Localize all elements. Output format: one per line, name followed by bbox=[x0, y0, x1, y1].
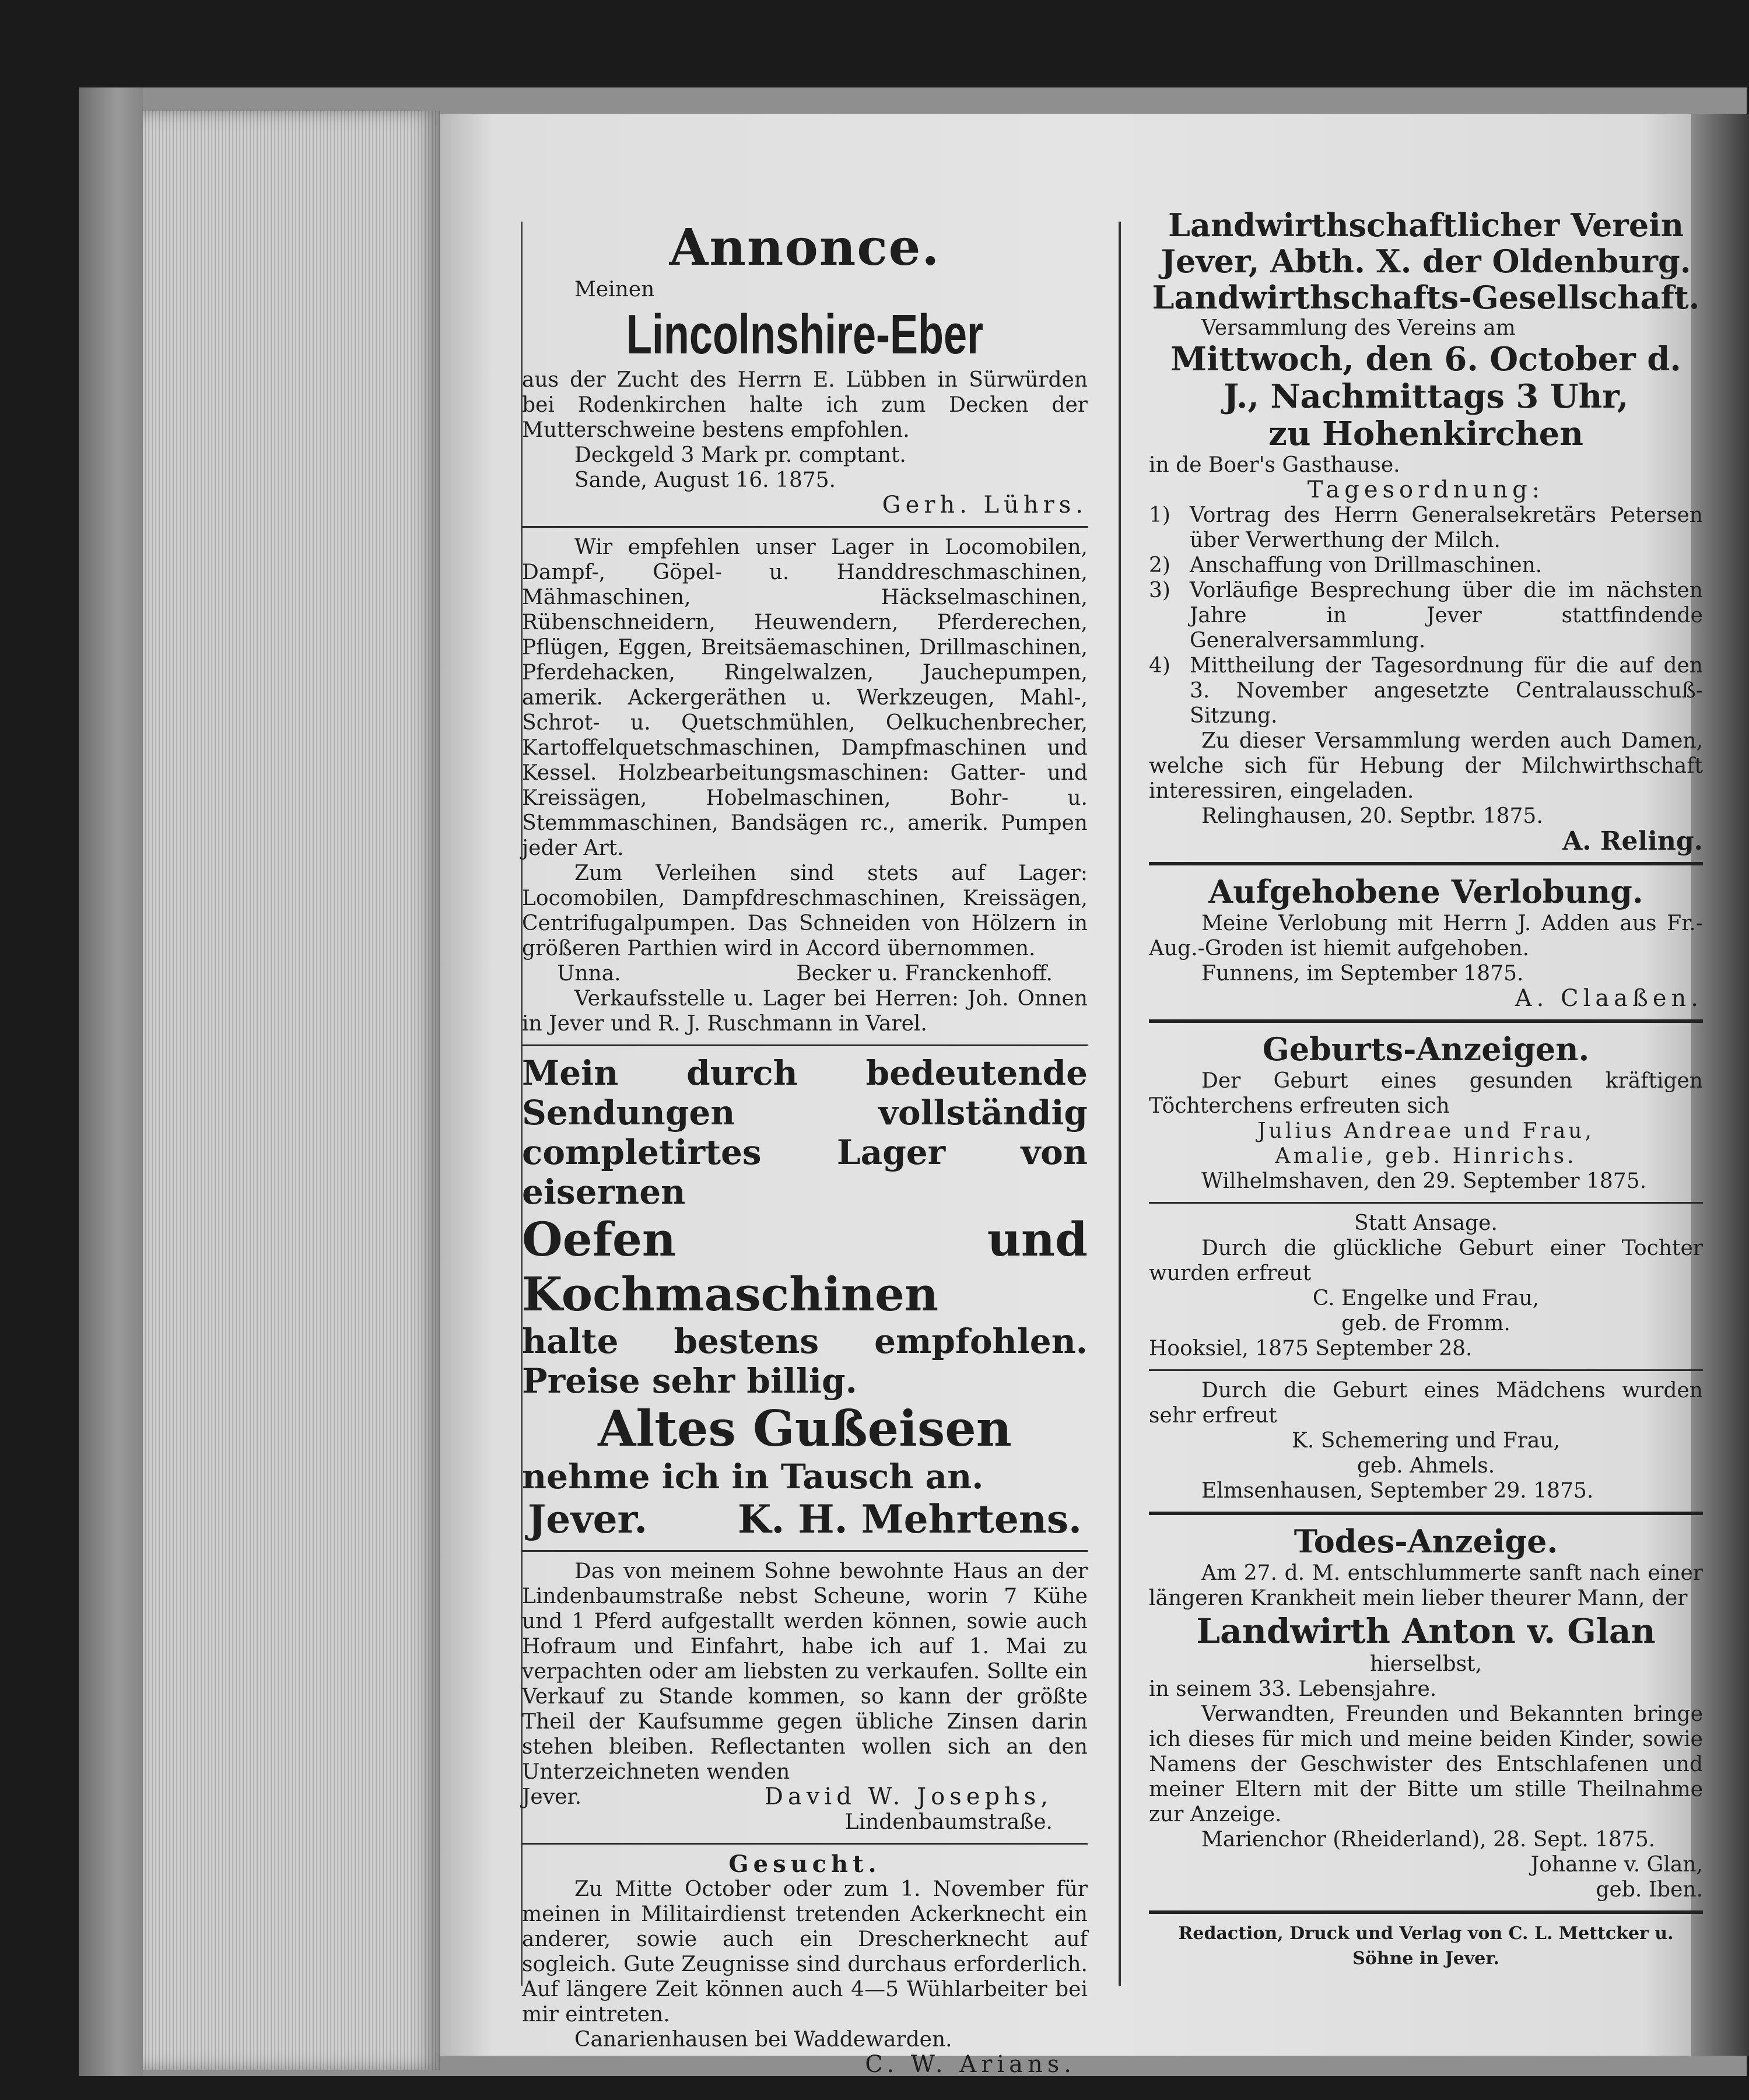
verlobung-body: Meine Verlobung mit Herrn J. Adden aus Fr.-Aug.-Groden ist hiemit aufgehoben. bbox=[1149, 911, 1703, 960]
verein-place-line: zu Hohenkirchen bbox=[1268, 415, 1584, 453]
tod-sig1: Johanne v. Glan, bbox=[1530, 1853, 1703, 1877]
haus-street: Lindenbaumstraße. bbox=[844, 1810, 1053, 1834]
geburt-date3: Elmsenhausen, September 29. 1875. bbox=[1201, 1479, 1594, 1503]
divider bbox=[1149, 1202, 1703, 1204]
annonce-intro: Meinen bbox=[574, 278, 655, 301]
imprint-footer: Redaction, Druck und Verlag von C. L. Mettcker u. Söhne in Jever. bbox=[1178, 1923, 1674, 1969]
geburt-body3: Durch die Geburt eines Mädchens wurden sehr erfreut bbox=[1149, 1379, 1703, 1428]
geburt-body1: Der Geburt eines gesunden kräftigen Töchterchens erfreuten sich bbox=[1149, 1069, 1703, 1118]
haus-name: David W. Josephs, bbox=[764, 1783, 1053, 1810]
divider bbox=[1149, 1019, 1703, 1023]
geburt-names3a: K. Schemering und Frau, bbox=[1291, 1429, 1561, 1453]
verein-date: Relinghausen, 20. Septbr. 1875. bbox=[1201, 804, 1543, 828]
geburt-names2b: geb. de Fromm. bbox=[1341, 1312, 1510, 1335]
tod-age: in seinem 33. Lebensjahre. bbox=[1149, 1677, 1437, 1701]
agenda-item: 4) Mittheilung der Tagesordnung für die auf den 3. November angesetzte Centralausschuß-Sitzung. bbox=[1149, 654, 1703, 728]
lager-verleih: Zum Verleihen sind stets auf Lager: Locomobilen, Dampfdreschmaschinen, Kreissägen, Centrifugalpumpen. Das Schneiden von Hölzern in größeren Parthien wird in Accord übernommen. bbox=[522, 861, 1088, 960]
agenda-item: 3) Vorläufige Besprechung über die im nächsten Jahre in Jever stattfindende Generalversammlung. bbox=[1149, 579, 1703, 653]
ofen-tausch: nehme ich in Tausch an. bbox=[522, 1457, 984, 1496]
divider bbox=[1149, 1369, 1703, 1371]
geburt-names3b: geb. Ahmels. bbox=[1357, 1454, 1495, 1478]
verein-head: Landwirthschaftlicher Verein Jever, Abth. X. der Oldenburg. Landwirthschafts-Gesellschaft. bbox=[1152, 206, 1700, 316]
gusseisen-headline: Altes Gußeisen bbox=[598, 1400, 1012, 1457]
todes-notice bbox=[1149, 1522, 1703, 1902]
ofen-headline: Oefen und Kochmaschinen bbox=[522, 1212, 1088, 1321]
geburt-title: Geburts-Anzeigen. bbox=[1262, 1030, 1590, 1068]
tod-body2: Verwandten, Freunden und Bekannten bringe ich dieses für mich und meine beiden Kinder, sowie Namens der Geschwister des Entschlafenen und meiner Eltern mit der Bitte um stille Theilnahme zur Anzeige. bbox=[1149, 1702, 1703, 1826]
ofen-ad bbox=[522, 1053, 1088, 1542]
tod-sig2: geb. Iben. bbox=[1596, 1878, 1703, 1902]
tod-date: Marienchor (Rheiderland), 28. Sept. 1875. bbox=[1201, 1828, 1656, 1852]
divider bbox=[522, 1843, 1088, 1845]
lager-ad bbox=[522, 535, 1088, 1036]
verein-intro: Versammlung des Vereins am bbox=[1201, 316, 1516, 340]
divider bbox=[522, 1550, 1088, 1552]
gesucht-body: Zu Mitte October oder zum 1. November für meinen in Militairdienst tretenden Ackerknecht ein anderer, sowie auch ein Drescherknecht auf sogleich. Gute Zeugnisse sind durchaus erforderlich. Auf längere Zeit können auch 4—5 Wühlarbeiter bei mir eintreten. bbox=[522, 1877, 1088, 2027]
ofen-place: Jever. bbox=[528, 1496, 648, 1542]
lager-firm: Becker u. Franckenhoff. bbox=[796, 962, 1053, 986]
verein-signature: A. Reling. bbox=[1562, 826, 1703, 856]
geburt-names1a: Julius Andreae und Frau, bbox=[1257, 1119, 1594, 1143]
book-spine bbox=[79, 87, 143, 2076]
haus-place: Jever. bbox=[522, 1785, 582, 1809]
geburt-statt: Statt Ansage. bbox=[1354, 1211, 1498, 1235]
geburt-date2: Hooksiel, 1875 September 28. bbox=[1149, 1337, 1473, 1361]
gesucht-ad bbox=[522, 1852, 1088, 2077]
geburt-names2a: C. Engelke und Frau, bbox=[1312, 1286, 1540, 1310]
left-column bbox=[522, 207, 1088, 2077]
tod-body1: Am 27. d. M. entschlummerte sanft nach einer längeren Krankheit mein lieber theurer Mann, der bbox=[1149, 1561, 1703, 1610]
geburt-date1: Wilhelmshaven, den 29. September 1875. bbox=[1201, 1169, 1647, 1193]
geburt-body2: Durch die glückliche Geburt einer Tochter wurden erfreut bbox=[1149, 1236, 1703, 1285]
verein-venue: in de Boer's Gasthause. bbox=[1149, 453, 1400, 477]
column-divider bbox=[1119, 222, 1121, 1986]
annonce-ad bbox=[522, 219, 1088, 518]
lager-place: Unna. bbox=[557, 962, 621, 986]
gesucht-title: Gesucht. bbox=[728, 1850, 881, 1878]
verlobung-title: Aufgehobene Verlobung. bbox=[1208, 873, 1643, 910]
page-edges bbox=[143, 111, 440, 2070]
gesucht-place: Canarienhausen bei Waddewarden. bbox=[574, 2028, 952, 2052]
haus-body: Das von meinem Sohne bewohnte Haus an der Lindenbaumstraße nebst Scheune, worin 7 Kühe und 1 Pferd aufgestallt werden können, sowie auch Hofraum und Einfahrt, habe ich auf 1. Mai zu verpachten oder am liebsten zu verkaufen. Sollte ein Verkauf zu Stande kommen, so kann der größte Theil der Kaufsumme gegen übliche Zinsen darin stehen bleiben. Reflectanten wollen sich an den Unterzeichneten wenden bbox=[522, 1559, 1088, 1784]
agenda-list bbox=[1149, 503, 1703, 728]
verlobung-signature: A. Claaßen. bbox=[1515, 985, 1703, 1012]
divider bbox=[1149, 1910, 1703, 1914]
haus-ad bbox=[522, 1559, 1088, 1835]
verein-damen: Zu dieser Versammlung werden auch Damen, welche sich für Hebung der Milchwirthschaft interessiren, eingeladen. bbox=[1149, 729, 1703, 803]
verlobung-date: Funnens, im September 1875. bbox=[1201, 962, 1524, 986]
ofen-line2: halte bestens empfohlen. Preise sehr billig. bbox=[522, 1321, 1088, 1401]
ofen-name: K. H. Mehrtens. bbox=[737, 1496, 1082, 1542]
ofen-line1: Mein durch bedeutende Sendungen vollständig completirtes Lager von eisernen bbox=[522, 1053, 1088, 1212]
agenda-item: 1) Vortrag des Herrn Generalsekretärs Petersen über Verwerthung der Milch. bbox=[1149, 503, 1703, 552]
divider bbox=[522, 1044, 1088, 1046]
verein-notice bbox=[1149, 207, 1703, 854]
geburt-names1b: Amalie, geb. Hinrichs. bbox=[1275, 1144, 1577, 1168]
annonce-headline: Lincolnshire-Eber bbox=[626, 303, 984, 366]
lager-body: Wir empfehlen unser Lager in Locomobilen, Dampf-, Göpel- u. Handdreschmaschinen, Mähmaschinen, Häckselmaschinen, Rübenschneidern, Heuwendern, Pferderechen, Pflügen, Eggen, Breitsäemaschinen, Drillmaschinen, Pferdehacken, Ringelwalzen, Jauchepumpen, amerik. Ackergeräthen u. Werkzeugen, Mahl-, Schrot- u. Quetschmühlen, Oelkuchenbrecher, Kartoffelquetschmaschinen, Dampfmaschinen und Kessel. Holzbearbeitungsmaschinen: Gatter- und Kreissägen, Hobelmaschinen, Bohr- u. Stemmmaschinen, Bandsägen rc., amerik. Pumpen jeder Art. bbox=[522, 535, 1088, 860]
tod-hier: hierselbst, bbox=[1370, 1652, 1482, 1676]
annonce-body: aus der Zucht des Herrn E. Lübben in Sürwürden bei Rodenkirchen halte ich zum Decken der Mutterschweine bestens empfohlen. bbox=[522, 368, 1088, 442]
annonce-signature: Gerh. Lührs. bbox=[882, 492, 1088, 518]
verein-date-line: Mittwoch, den 6. October d. J., Nachmittags 3 Uhr, bbox=[1170, 340, 1681, 416]
annonce-fee: Deckgeld 3 Mark pr. comptant. bbox=[574, 443, 906, 467]
agenda-title: Tagesordnung: bbox=[1307, 476, 1545, 503]
agenda-item: 2) Anschaffung von Drillmaschinen. bbox=[1149, 553, 1543, 577]
divider bbox=[1149, 862, 1703, 865]
lager-verkauf: Verkaufsstelle u. Lager bei Herren: Joh. Onnen in Jever und R. J. Ruschmann in Varel. bbox=[522, 987, 1088, 1036]
annonce-title: Annonce. bbox=[669, 218, 941, 277]
gesucht-name: C. W. Arians. bbox=[865, 2051, 1076, 2078]
divider bbox=[1149, 1512, 1703, 1515]
right-column bbox=[1149, 207, 1703, 1971]
tod-title: Todes-Anzeige. bbox=[1294, 1523, 1558, 1560]
geburt-notices bbox=[1149, 1030, 1703, 1503]
tod-name: Landwirth Anton v. Glan bbox=[1196, 1611, 1656, 1651]
divider bbox=[522, 526, 1088, 528]
annonce-date: Sande, August 16. 1875. bbox=[574, 468, 836, 492]
verlobung-notice bbox=[1149, 872, 1703, 1011]
